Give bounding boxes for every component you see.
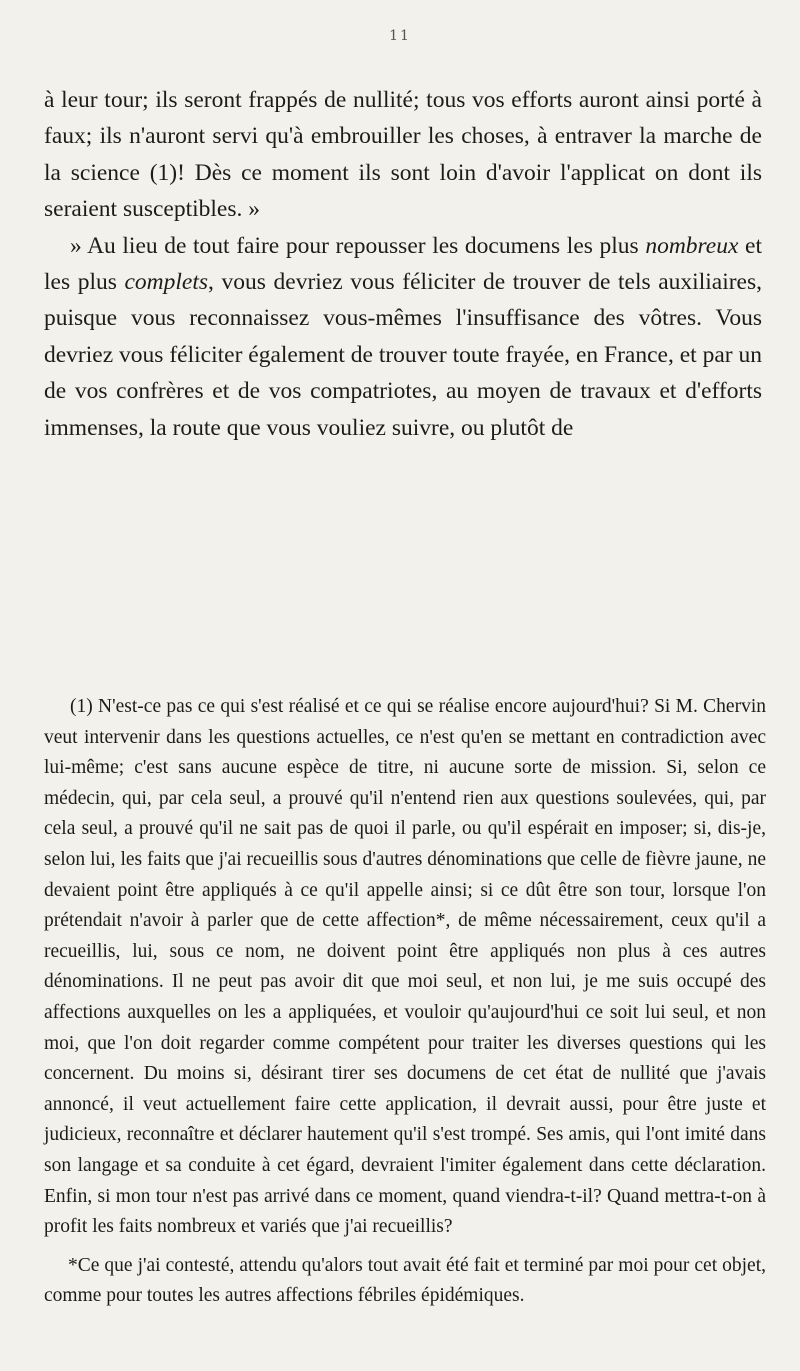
- footnote-1: (1) N'est-ce pas ce qui s'est réalisé et ce qui se réalise encore aujourd'hui? Si M. Chervin veut intervenir dans les questions actuelles, ce n'est qu'en se mettant en contradiction avec lui-même; c'est sans aucune espèce de titre, ni aucune sorte de mission. Si, selon ce médecin, qui, par cela seul, a prouvé qu'il n'entend rien aux questions soulevées, qui, par cela seul, a prouvé qu'il ne sait pas de quoi il parle, ou qu'il espérait en imposer; si, dis-je, selon lui, les faits que j'ai recueillis sous d'autres dénominations que celle de fièvre jaune, ne devaient point être appliqués à ce qu'il appelle ainsi; si ce dût être son tour, lorsque l'on prétendait n'avoir à parler que de cette affection*, de même nécessairement, ceux qu'il a recueillis, lui, sous ce nom, ne doivent point être appliqués non plus à ces autres dénominations. Il ne peut pas avoir dit que moi seul, et non lui, je me suis occupé des affections auxquelles on les a appliquées, et vouloir qu'aujourd'hui ce soit lui seul, et non moi, que l'on doit regarder comme compétent pour traiter les diverses questions qui les concernent. Du moins si, désirant tirer ses documens de cet état de nullité que j'avais annoncé, il veut actuellement faire cette application, il devrait aussi, pour être juste et judicieux, reconnaître et déclarer hautement qu'il s'est trompé. Ses amis, qui l'ont imité dans son langage et sa conduite à cet égard, devraient l'imiter également dans cette déclaration. Enfin, si mon tour n'est pas arrivé dans ce moment, quand viendra-t-il? Quand mettra-t-on à profit les faits nombreux et variés que j'ai recueillis?: [44, 696, 766, 1238]
- paragraph-text: , vous devriez vous féliciter de trouver de tels auxiliaires, puisque vous reconnaissez vous-mêmes l'insuffisance des vôtres. Vous devriez vous féliciter également de trouver toute frayée, en France, et par un de vos confrères et de vos compatriotes, au moyen de travaux et d'efforts immenses, la route que vous vouliez suivre, ou plutôt de: [44, 269, 762, 441]
- emphasis-complets: complets: [124, 269, 209, 296]
- paragraph-text: et les plus: [44, 232, 762, 296]
- footnotes: [44, 692, 766, 1312]
- main-text: [44, 82, 762, 446]
- paragraph-quote: [44, 228, 762, 446]
- paragraph-text: » Au lieu de tout faire pour repousser les documens les plus: [70, 232, 646, 259]
- page-number: 11: [389, 28, 411, 44]
- emphasis-nombreux: nombreux: [645, 232, 739, 259]
- paragraph-continuation: [44, 82, 762, 228]
- paragraph-text: à leur tour; ils seront frappés de nullité; tous vos efforts auront ainsi porté à faux; ils n'auront servi qu'à embrouiller les choses, à entraver la marche de la science (1)! Dès ce moment ils sont loin d'avoir l'applicat on dont ils seraient susceptibles. »: [44, 87, 762, 223]
- footnote-star: *Ce que j'ai contesté, attendu qu'alors tout avait été fait et terminé par moi pour cet objet, comme pour toutes les autres affections fébriles épidémiques.: [44, 1254, 766, 1307]
